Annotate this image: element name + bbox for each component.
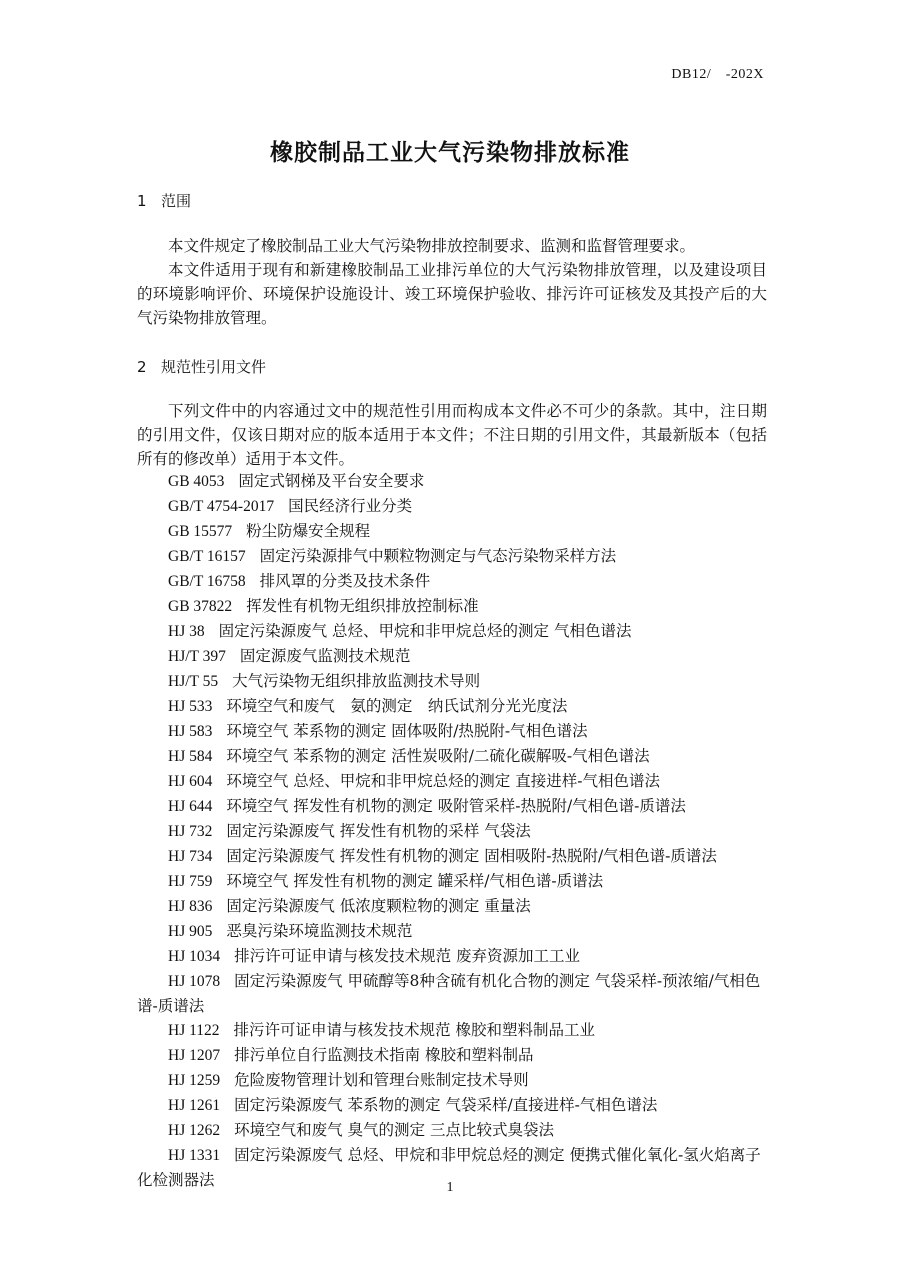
reference-item (137, 719, 767, 744)
reference-code: HJ/T 55 (168, 673, 219, 690)
reference-code: HJ 604 (168, 773, 213, 790)
section-2-title: 规范性引用文件 (161, 358, 267, 376)
section-1-title: 范围 (161, 192, 192, 210)
reference-code: HJ 759 (168, 873, 213, 890)
reference-item (137, 694, 767, 719)
reference-title: 环境空气 总烃、甲烷和非甲烷总烃的测定 直接进样-气相色谱法 (226, 772, 660, 790)
reference-code: HJ 1207 (168, 1047, 221, 1064)
reference-item (137, 669, 767, 694)
reference-title: 恶臭污染环境监测技术规范 (226, 922, 413, 940)
reference-item (137, 1118, 767, 1143)
reference-item (137, 744, 767, 769)
reference-title: 环境空气和废气 氨的测定 纳氏试剂分光光度法 (226, 697, 568, 715)
reference-item (137, 619, 767, 644)
reference-item (137, 869, 767, 894)
reference-title: 固定污染源废气 总烃、甲烷和非甲烷总烃的测定 便携式催化氧化-氢火焰离子化检测器法 (137, 1146, 761, 1189)
reference-item (137, 844, 767, 869)
reference-code: HJ 836 (168, 898, 213, 915)
reference-code: HJ 1259 (168, 1072, 221, 1089)
reference-title: 环境空气 苯系物的测定 活性炭吸附/二硫化碳解吸-气相色谱法 (226, 747, 650, 765)
reference-code: HJ/T 397 (168, 648, 226, 665)
reference-item (137, 769, 767, 794)
reference-item (137, 1093, 767, 1118)
reference-item (137, 944, 767, 969)
reference-code: HJ 734 (168, 848, 213, 865)
reference-code: GB/T 16157 (168, 548, 246, 565)
reference-item (137, 894, 767, 919)
reference-item (137, 1018, 767, 1043)
reference-item (137, 569, 767, 594)
reference-title: 排污许可证申请与核发技术规范 橡胶和塑料制品工业 (233, 1021, 595, 1039)
reference-item (137, 819, 767, 844)
reference-title: 环境空气 苯系物的测定 固体吸附/热脱附-气相色谱法 (226, 722, 588, 740)
section-1-number: 1 (137, 192, 147, 210)
reference-code: HJ 644 (168, 798, 213, 815)
reference-code: GB/T 16758 (168, 573, 246, 590)
reference-code: HJ 38 (168, 623, 205, 640)
section-1-heading (137, 190, 191, 211)
reference-title: 固定式钢梯及平台安全要求 (238, 472, 425, 490)
reference-title: 固定污染源排气中颗粒物测定与气态污染物采样方法 (259, 547, 617, 565)
reference-title: 固定污染源废气 甲硫醇等8种含硫有机化合物的测定 气袋采样-预浓缩/气相色谱-质谱法 (137, 972, 761, 1015)
reference-code: HJ 905 (168, 923, 213, 940)
reference-title: 固定污染源废气 低浓度颗粒物的测定 重量法 (226, 897, 531, 915)
reference-code: HJ 1078 (168, 973, 221, 990)
reference-title: 挥发性有机物无组织排放控制标准 (246, 597, 479, 615)
section-2-number: 2 (137, 358, 147, 376)
reference-code: HJ 1122 (168, 1022, 220, 1039)
reference-title: 固定污染源废气 挥发性有机物的采样 气袋法 (226, 822, 531, 840)
reference-code: HJ 584 (168, 748, 213, 765)
reference-code: HJ 1261 (168, 1097, 221, 1114)
reference-code: GB/T 4754-2017 (168, 498, 275, 515)
section-1-paragraph-1: 本文件规定了橡胶制品工业大气污染物排放控制要求、监测和监督管理要求。 (168, 237, 696, 255)
reference-code: HJ 533 (168, 698, 213, 715)
reference-title: 固定污染源废气 总烃、甲烷和非甲烷总烃的测定 气相色谱法 (218, 622, 632, 640)
reference-item (137, 644, 767, 669)
reference-code: HJ 1034 (168, 948, 221, 965)
reference-item (137, 594, 767, 619)
reference-title: 环境空气 挥发性有机物的测定 罐采样/气相色谱-质谱法 (226, 872, 604, 890)
reference-item (137, 1068, 767, 1093)
reference-item (137, 469, 767, 494)
reference-item (137, 919, 767, 944)
reference-title: 排污许可证申请与核发技术规范 废弃资源加工工业 (234, 947, 581, 965)
reference-item (137, 1043, 767, 1068)
reference-code: GB 15577 (168, 523, 233, 540)
section-2-paragraph-1: 下列文件中的内容通过文中的规范性引用而构成本文件必不可少的条款。其中，注日期的引用文件，仅该日期对应的版本适用于本文件；不注日期的引用文件，其最新版本（包括所有的修改单）适用于本文件。 (137, 402, 767, 468)
reference-item (137, 794, 767, 819)
reference-code: GB 37822 (168, 598, 233, 615)
document-title: 橡胶制品工业大气污染物排放标准 (270, 140, 630, 166)
reference-item (137, 494, 767, 519)
reference-title: 固定污染源废气 苯系物的测定 气袋采样/直接进样-气相色谱法 (234, 1096, 658, 1114)
reference-title: 大气污染物无组织排放监测技术导则 (232, 672, 481, 690)
reference-code: HJ 583 (168, 723, 213, 740)
reference-item (137, 969, 767, 1018)
reference-title: 国民经济行业分类 (288, 497, 413, 515)
section-1-paragraph-2: 本文件适用于现有和新建橡胶制品工业排污单位的大气污染物排放管理，以及建设项目的环境影响评价、环境保护设施设计、竣工环境保护验收、排污许可证核发及其投产后的大气污染物排放管理。 (137, 261, 767, 327)
reference-title: 危险废物管理计划和管理台账制定技术导则 (234, 1071, 529, 1089)
reference-code: HJ 732 (168, 823, 213, 840)
reference-title: 排污单位自行监测技术指南 橡胶和塑料制品 (234, 1046, 534, 1064)
reference-code: HJ 1262 (168, 1122, 221, 1139)
normative-references-list (137, 469, 767, 1192)
reference-code: HJ 1331 (168, 1147, 221, 1164)
reference-title: 环境空气和废气 臭气的测定 三点比较式臭袋法 (234, 1121, 554, 1139)
reference-title: 固定污染源废气 挥发性有机物的测定 固相吸附-热脱附/气相色谱-质谱法 (226, 847, 717, 865)
reference-title: 环境空气 挥发性有机物的测定 吸附管采样-热脱附/气相色谱-质谱法 (226, 797, 686, 815)
reference-item (137, 544, 767, 569)
reference-code: GB 4053 (168, 473, 225, 490)
reference-title: 粉尘防爆安全规程 (246, 522, 371, 540)
reference-item (137, 519, 767, 544)
reference-title: 固定源废气监测技术规范 (239, 647, 411, 665)
reference-title: 排风罩的分类及技术条件 (259, 572, 431, 590)
document-code: DB12/ -202X (671, 67, 764, 82)
section-2-heading (137, 356, 266, 377)
page-number: 1 (446, 1180, 454, 1195)
